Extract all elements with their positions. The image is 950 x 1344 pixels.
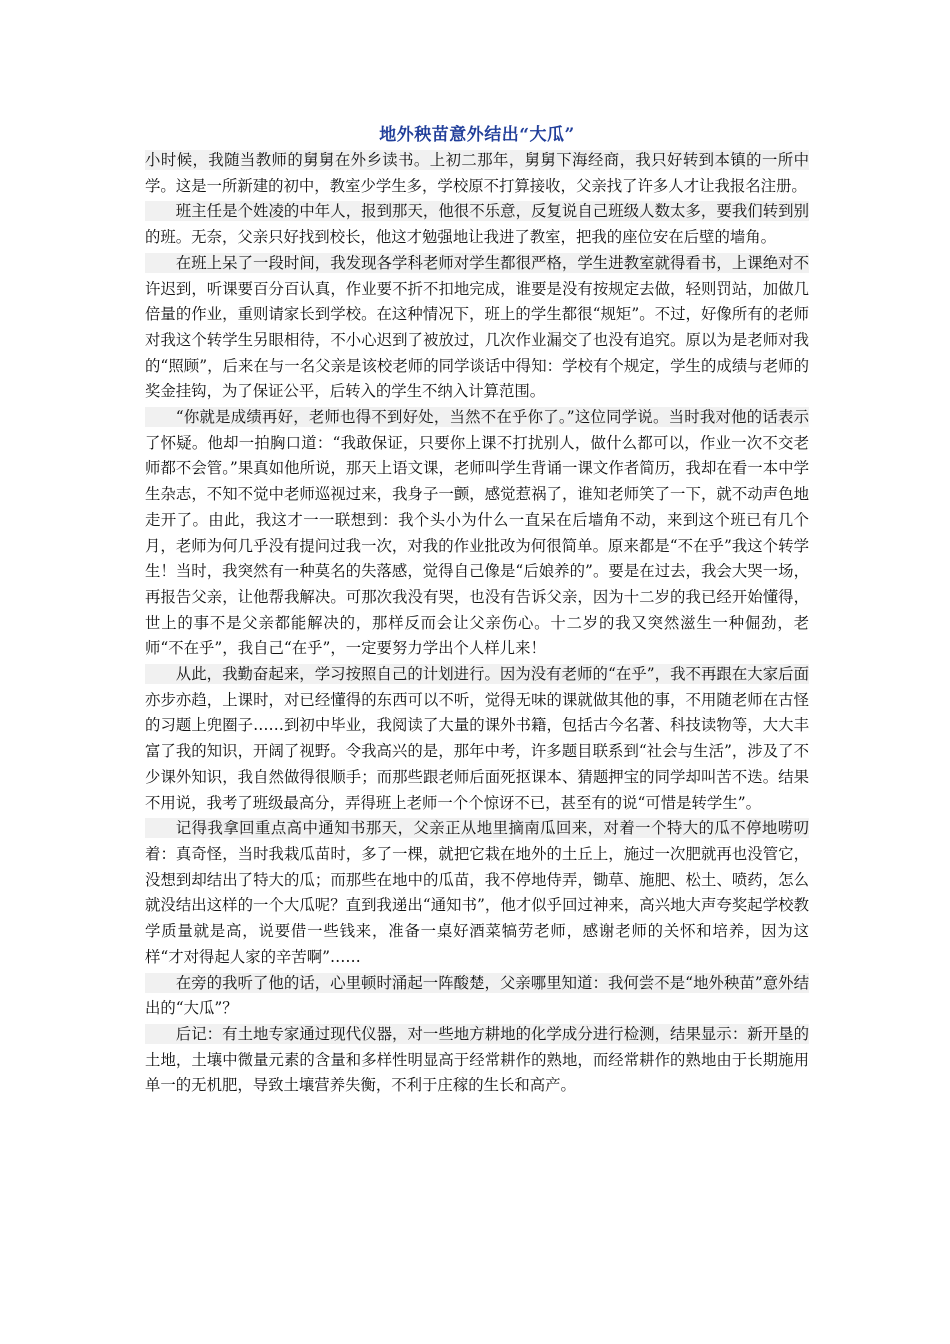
document-body [145,122,809,1099]
paragraph-5: 从此，我勤奋起来，学习按照自己的计划进行。因为没有老师的“在乎”，我不再跟在大家后面亦步亦趋，上课时，对已经懂得的东西可以不听，觉得无味的课就做其他的事，不用随老师在古怪的习题上兜圈子……到初中毕业，我阅读了大量的课外书籍，包括古今名著、科技读物等，大大丰富了我的知识，开阔了视野。令我高兴的是，那年中考，许多题目联系到“社会与生活”，涉及了不少课外知识，我自然做得很顺手；而那些跟老师后面死抠课本、猜题押宝的同学却叫苦不迭。结果不用说，我考了班级最高分，弄得班上老师一个个惊讶不已，甚至有的说“可惜是转学生”。 [145,662,809,816]
paragraph-2: 班主任是个姓凌的中年人，报到那天，他很不乐意，反复说自己班级人数太多，要我们转到别的班。无奈，父亲只好找到校长，他这才勉强地让我进了教室，把我的座位安在后壁的墙角。 [145,199,809,250]
paragraph-8: 后记：有土地专家通过现代仪器，对一些地方耕地的化学成分进行检测，结果显示：新开垦的土地，土壤中微量元素的含量和多样性明显高于经常耕作的熟地，而经常耕作的熟地由于长期施用单一的无机肥，导致土壤营养失衡，不利于庄稼的生长和高产。 [145,1022,809,1099]
paragraph-6: 记得我拿回重点高中通知书那天，父亲正从地里摘南瓜回来，对着一个特大的瓜不停地唠叨着：真奇怪，当时我栽瓜苗时，多了一棵，就把它栽在地外的土丘上，施过一次肥就再也没管它，没想到却结出了特大的瓜；而那些在地中的瓜苗，我不停地侍弄，锄草、施肥、松土、喷药，怎么就没结出这样的一个大瓜呢？直到我递出“通知书”，他才似乎回过神来，高兴地大声夸奖起学校教学质量就是高，说要借一些钱来，准备一桌好酒菜犒劳老师，感谢老师的关怀和培养，因为这样“才对得起人家的辛苦啊”…… [145,816,809,970]
paragraph-7: 在旁的我听了他的话，心里顿时涌起一阵酸楚，父亲哪里知道：我何尝不是“地外秧苗”意外结出的“大瓜”？ [145,971,809,1022]
document-title: 地外秧苗意外结出“大瓜” [379,125,575,145]
paragraph-4: “你就是成绩再好，老师也得不到好处，当然不在乎你了。”这位同学说。当时我对他的话表示了怀疑。他却一拍胸口道：“我敢保证，只要你上课不打扰别人，做什么都可以，作业一次不交老师都不会管。”果真如他所说，那天上语文课，老师叫学生背诵一课文作者简历，我却在看一本中学生杂志，不知不觉中老师巡视过来，我身子一颤，感觉惹祸了，谁知老师笑了一下，就不动声色地走开了。由此，我这才一一联想到：我个头小为什么一直呆在后墙角不动，来到这个班已有几个月，老师为何几乎没有提问过我一次，对我的作业批改为何很简单。原来都是“不在乎”我这个转学生！当时，我突然有一种莫名的失落感，觉得自己像是“后娘养的”。要是在过去，我会大哭一场，再报告父亲，让他帮我解决。可那次我没有哭，也没有告诉父亲，因为十二岁的我已经开始懂得，世上的事不是父亲都能解决的，那样反而会让父亲伤心。十二岁的我又突然滋生一种倔劲，老师“不在乎”，我自己“在乎”，一定要努力学出个人样儿来！ [145,405,809,662]
paragraph-3: 在班上呆了一段时间，我发现各学科老师对学生都很严格，学生进教室就得看书，上课绝对不许迟到，听课要百分百认真，作业要不折不扣地完成，谁要是没有按规定去做，轻则罚站，加做几倍量的作业，重则请家长到学校。在这种情况下，班上的学生都很“规矩”。不过，好像所有的老师对我这个转学生另眼相待，不小心迟到了被放过，几次作业漏交了也没有追究。原以为是老师对我的“照顾”，后来在与一名父亲是该校老师的同学谈话中得知：学校有个规定，学生的成绩与老师的奖金挂钩，为了保证公平，后转入的学生不纳入计算范围。 [145,251,809,405]
paragraph-1: 小时候，我随当教师的舅舅在外乡读书。上初二那年，舅舅下海经商，我只好转到本镇的一所中学。这是一所新建的初中，教室少学生多，学校原不打算接收，父亲找了许多人才让我报名注册。 [145,148,809,199]
